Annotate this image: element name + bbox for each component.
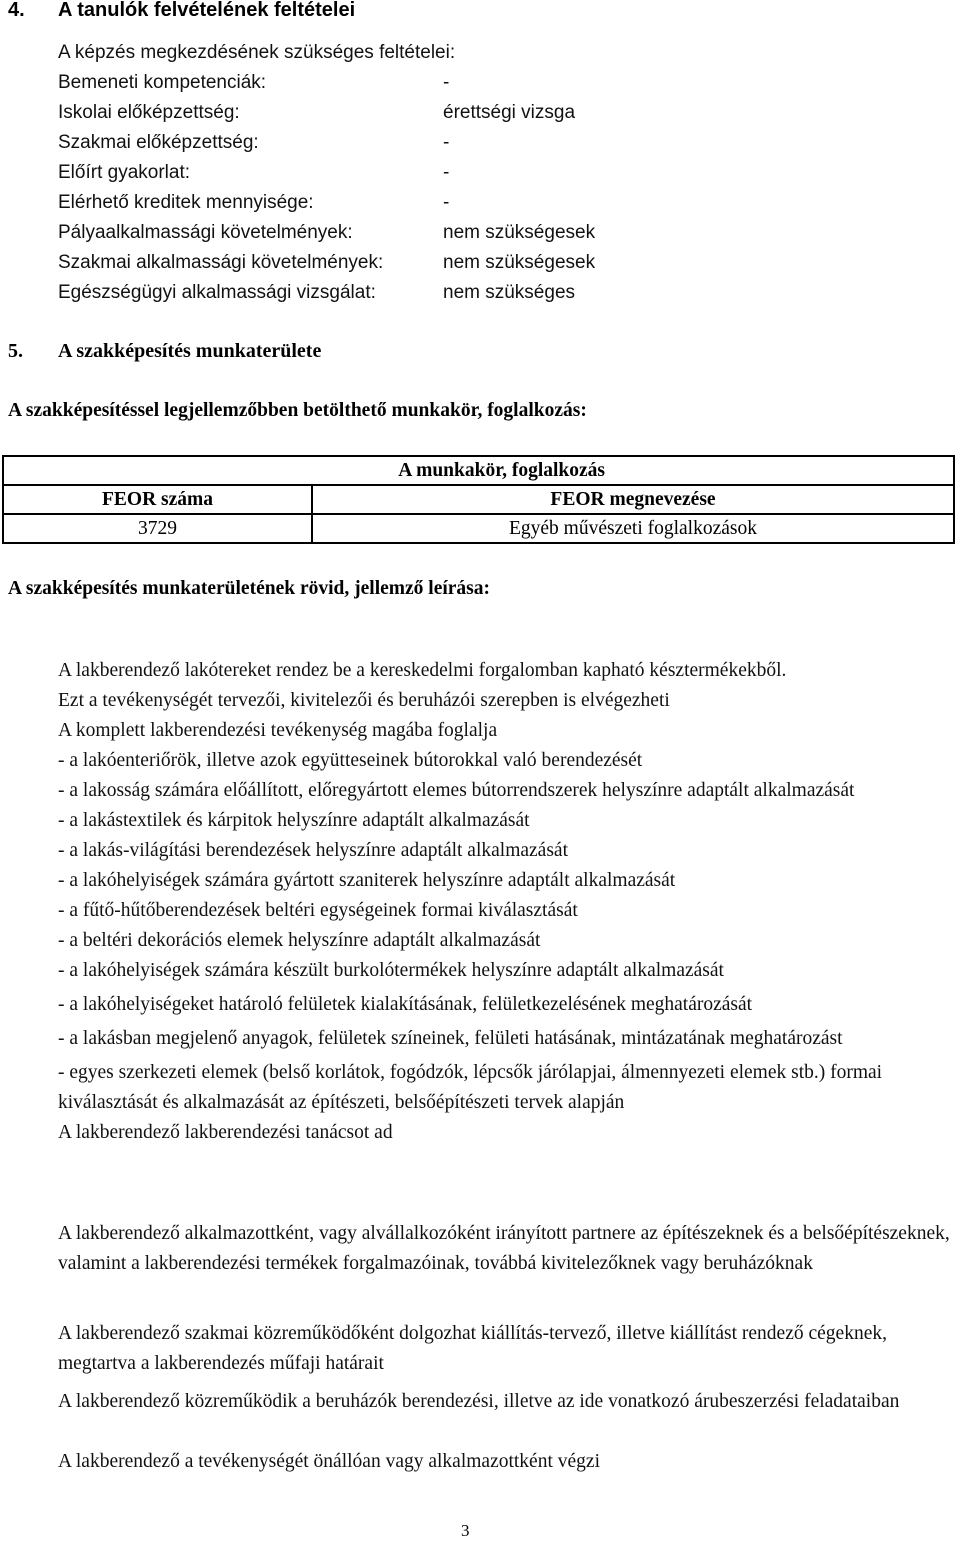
requirement-label: Pályaalkalmassági követelmények:: [58, 222, 353, 243]
requirement-row: [58, 248, 595, 278]
page-number: 3: [461, 1521, 470, 1540]
description-line: - a lakásban megjelenő anyagok, felületek színeinek, felületi hatásának, mintázatának meghatározást: [58, 1028, 843, 1049]
section-4-heading: [8, 0, 355, 22]
paragraph: [58, 1319, 958, 1379]
requirement-value: nem szükségesek: [443, 252, 596, 273]
description-line: - a lakás-világítási berendezések helyszínre adaptált alkalmazását: [58, 840, 568, 861]
requirement-row: [58, 98, 575, 128]
requirement-value: -: [443, 132, 450, 153]
description-list: [58, 656, 958, 1148]
description-line: - a lakóhelyiségek számára készült burkolótermékek helyszínre adaptált alkalmazását: [58, 960, 724, 981]
description-line: - a lakóhelyiségeket határoló felületek kialakításának, felületkezelésének meghatározását: [58, 994, 753, 1015]
description-line: - a beltéri dekorációs elemek helyszínre adaptált alkalmazását: [58, 930, 541, 951]
section-5-number: 5.: [8, 340, 23, 362]
requirement-label: Szakmai alkalmassági követelmények:: [58, 252, 384, 273]
requirement-label: Bemeneti kompetenciák:: [58, 72, 267, 93]
description-line: - a lakosság számára előállított, előregyártott elemes bútorrendszerek helyszínre adaptált alkalmazását: [58, 780, 855, 801]
requirement-value: érettségi vizsga: [443, 102, 576, 123]
table-column-header-row: [3, 485, 954, 514]
requirement-label: Elérhető kreditek mennyisége:: [58, 192, 314, 213]
description-line: Ezt a tevékenységét tervezői, kivitelezői és beruházói szerepben is elvégezheti: [58, 690, 670, 711]
requirement-row: [58, 218, 595, 248]
description-line: - a fűtő-hűtőberendezések beltéri egységeinek formai kiválasztását: [58, 900, 578, 921]
requirement-label: Iskolai előképzettség:: [58, 102, 240, 123]
requirement-value: -: [443, 192, 450, 213]
description-line: - egyes szerkezeti elemek (belső korlátok, fogódzók, lépcsők járólapjai, álmennyezeti elemek stb.) formai kiválasztását és alkalmazását az építészeti, belsőépítészeti tervek alapján: [58, 1062, 883, 1113]
requirement-label: Előírt gyakorlat:: [58, 162, 190, 183]
requirement-label: Szakmai előképzettség:: [58, 132, 259, 153]
paragraph: [58, 1447, 958, 1477]
description-line: A lakberendező lakberendezési tanácsot ad: [58, 1122, 393, 1143]
section-4-title: A tanulók felvételének feltételei: [58, 0, 356, 21]
paragraph-text: A lakberendező közreműködik a beruházók berendezési, illetve az ide vonatkozó árubeszerzési feladataiban: [58, 1391, 900, 1412]
section-5-title: A szakképesítés munkaterülete: [58, 340, 322, 362]
requirement-value: -: [443, 162, 450, 183]
table-row: [3, 514, 954, 543]
requirements-intro: A képzés megkezdésének szükséges feltételei:: [58, 42, 456, 63]
description-line: - a lakóhelyiségek számára gyártott szaniterek helyszínre adaptált alkalmazását: [58, 870, 676, 891]
requirement-value: -: [443, 72, 450, 93]
section-5-heading: [8, 340, 321, 363]
feor-name-cell: Egyéb művészeti foglalkozások: [312, 514, 954, 543]
requirement-row: [58, 188, 449, 218]
requirement-value: nem szükséges: [443, 282, 576, 303]
requirement-row: [58, 278, 575, 308]
column-header-feor-name: FEOR megnevezése: [312, 485, 954, 514]
table-heading: A szakképesítéssel legjellemzőbben betölthető munkakör, foglalkozás:: [8, 400, 587, 421]
description-line: A lakberendező lakótereket rendez be a kereskedelmi forgalomban kapható késztermékekből.: [58, 660, 787, 681]
requirement-value: nem szükségesek: [443, 222, 596, 243]
feor-table: [2, 455, 955, 544]
table-header-cell: A munkakör, foglalkozás: [3, 456, 954, 485]
requirement-row: [58, 68, 449, 98]
section-4-number: 4.: [8, 0, 25, 21]
requirement-label: Egészségügyi alkalmassági vizsgálat:: [58, 282, 376, 303]
feor-code-cell: 3729: [3, 514, 312, 543]
paragraph-text: A lakberendező szakmai közreműködőként dolgozhat kiállítás-tervező, illetve kiállítást rendező cégeknek, megtartva a lakberendezés műfaji határait: [58, 1323, 887, 1374]
requirement-row: [58, 158, 449, 188]
paragraph-text: A lakberendező a tevékenységét önállóan vagy alkalmazottként végzi: [58, 1451, 600, 1472]
paragraph: [58, 1387, 958, 1417]
paragraph-text: A lakberendező alkalmazottként, vagy alvállalkozóként irányított partnere az építészeknek és a belsőépítészeknek, valamint a lakberendezési termékek forgalmazóinak, továbbá kivitelezőknek vagy beruházóknak: [58, 1223, 950, 1274]
description-line: A komplett lakberendezési tevékenység magába foglalja: [58, 720, 498, 741]
description-heading: A szakképesítés munkaterületének rövid, jellemző leírása:: [8, 578, 491, 599]
requirement-row: [58, 128, 449, 158]
description-line: - a lakástextilek és kárpitok helyszínre adaptált alkalmazását: [58, 810, 530, 831]
table-header-row: [3, 456, 954, 485]
column-header-feor-code: FEOR száma: [3, 485, 312, 514]
description-line: - a lakóenteriőrök, illetve azok együtteseinek bútorokkal való berendezését: [58, 750, 643, 771]
paragraph: [58, 1219, 958, 1279]
